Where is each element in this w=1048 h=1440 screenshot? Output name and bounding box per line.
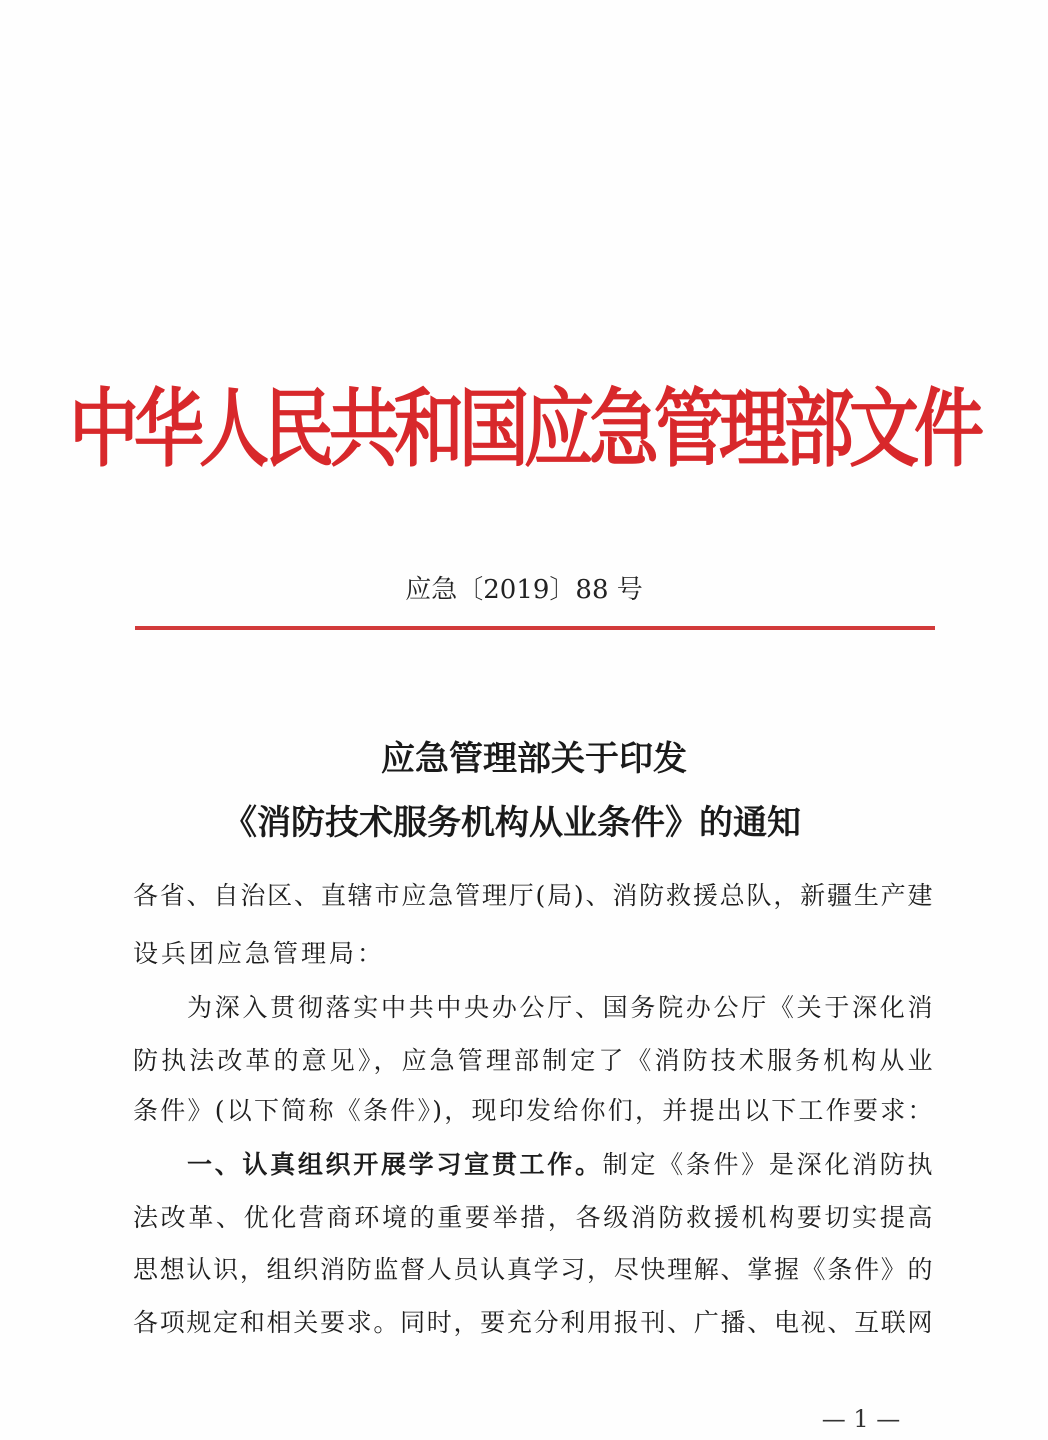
section-heading: 一、认真组织开展学习宣贯工作。: [187, 1150, 603, 1179]
body-line: 各项规定和相关要求。同时，要充分利用报刊、广播、电视、互联网: [133, 1308, 933, 1337]
notice-title-line-1: 应急管理部关于印发: [381, 739, 687, 779]
body-line: 防执法改革的意见》，应急管理部制定了《消防技术服务机构从业: [133, 1046, 933, 1075]
document-number: 应急〔2019〕88 号: [405, 575, 643, 605]
body-line: 为深入贯彻落实中共中央办公厅、国务院办公厅《关于深化消: [187, 993, 933, 1022]
body-paragraph-heading-line: [187, 1145, 933, 1185]
body-line: 各省、自治区、直辖市应急管理厅(局)、消防救援总队，新疆生产建: [133, 881, 933, 910]
body-line: 设兵团应急管理局：: [133, 939, 386, 968]
section-text: 制定《条件》是深化消防执: [602, 1150, 933, 1179]
body-line: 法改革、优化营商环境的重要举措，各级消防救援机构要切实提高: [133, 1203, 933, 1232]
body-line: 思想认识，组织消防监督人员认真学习，尽快理解、掌握《条件》的: [133, 1255, 933, 1284]
red-separator-line: [135, 626, 935, 630]
page-number: — 1 —: [821, 1405, 901, 1433]
body-line: 条件》(以下简称《条件》)，现印发给你们，并提出以下工作要求：: [133, 1096, 933, 1125]
masthead-title: 中华人民共和国应急管理部文件: [69, 378, 979, 480]
notice-title-line-2: 《消防技术服务机构从业条件》的通知: [223, 803, 801, 843]
